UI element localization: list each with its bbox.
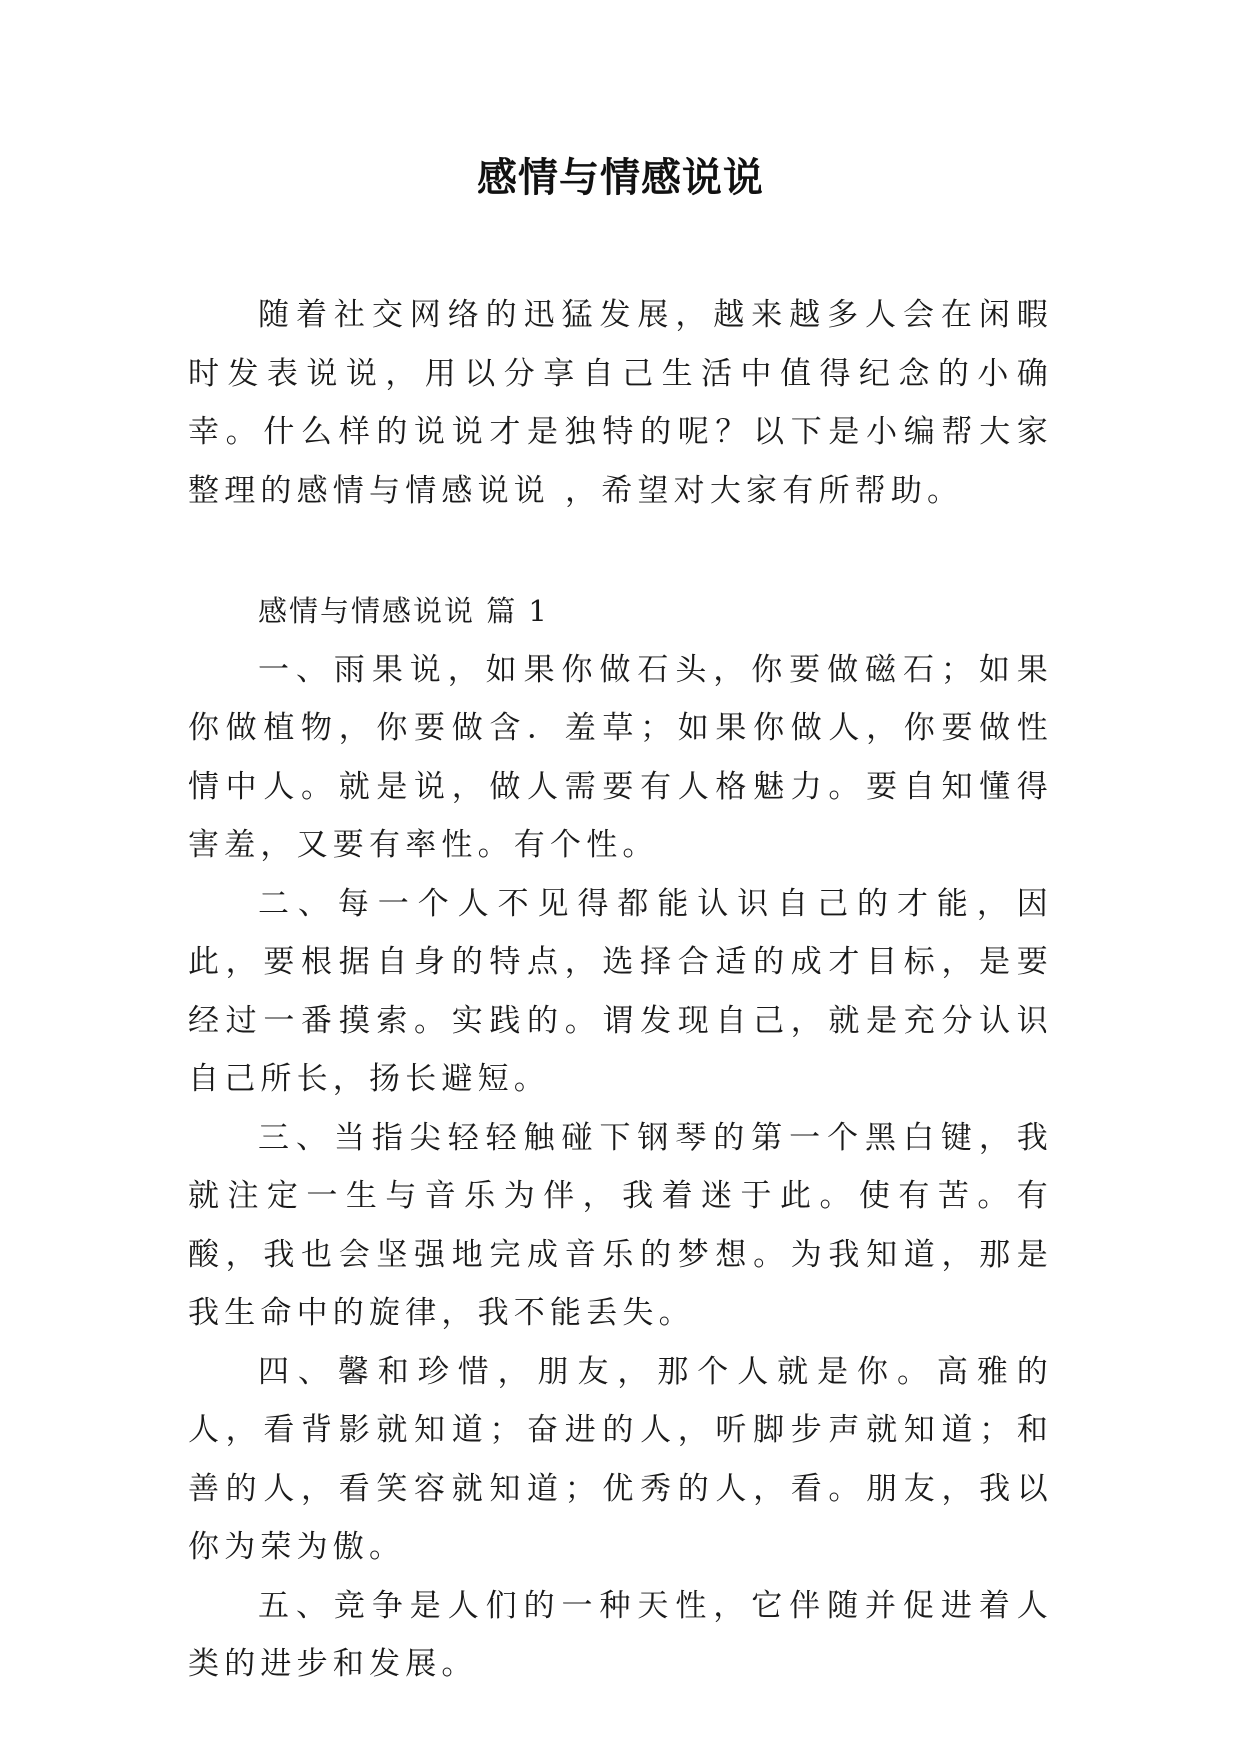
body-paragraph-3: 三、当指尖轻轻触碰下钢琴的第一个黑白键，我就注定一生与音乐为伴，我着迷于此。使有苦。有酸，我也会坚强地完成音乐的梦想。为我知道，那是我生命中的旋律，我不能丢失。 [188,1119,1053,1331]
body-paragraph-2: 二、每一个人不见得都能认识自己的才能，因此，要根据自身的特点，选择合适的成才目标，是要经过一番摸索。实践的。谓发现自己，就是充分认识自己所长，扬长避短。 [188,885,1053,1097]
document-title: 感情与情感说说 [477,155,764,201]
intro-paragraph: 随着社交网络的迅猛发展，越来越多人会在闲暇时发表说说，用以分享自己生活中值得纪念的小确幸。什么样的说说才是独特的呢？以下是小编帮大家整理的感情与情感说说 ，希望对大家有所帮助。 [188,297,1053,509]
section-heading: 感情与情感说说 篇 1 [258,594,549,628]
body-paragraph-5: 五、竞争是人们的一种天性，它伴随并促进着人类的进步和发展。 [188,1587,1053,1682]
body-paragraph-1: 一、雨果说，如果你做石头，你要做磁石；如果你做植物，你要做含．羞草；如果你做人，你要做性情中人。就是说，做人需要有人格魅力。要自知懂得害羞，又要有率性。有个性。 [188,651,1053,863]
document-body [188,286,1053,1694]
body-paragraph-4: 四、馨和珍惜，朋友，那个人就是你。高雅的人，看背影就知道；奋进的人，听脚步声就知道；和善的人，看笑容就知道；优秀的人，看。朋友，我以你为荣为傲。 [188,1353,1053,1565]
